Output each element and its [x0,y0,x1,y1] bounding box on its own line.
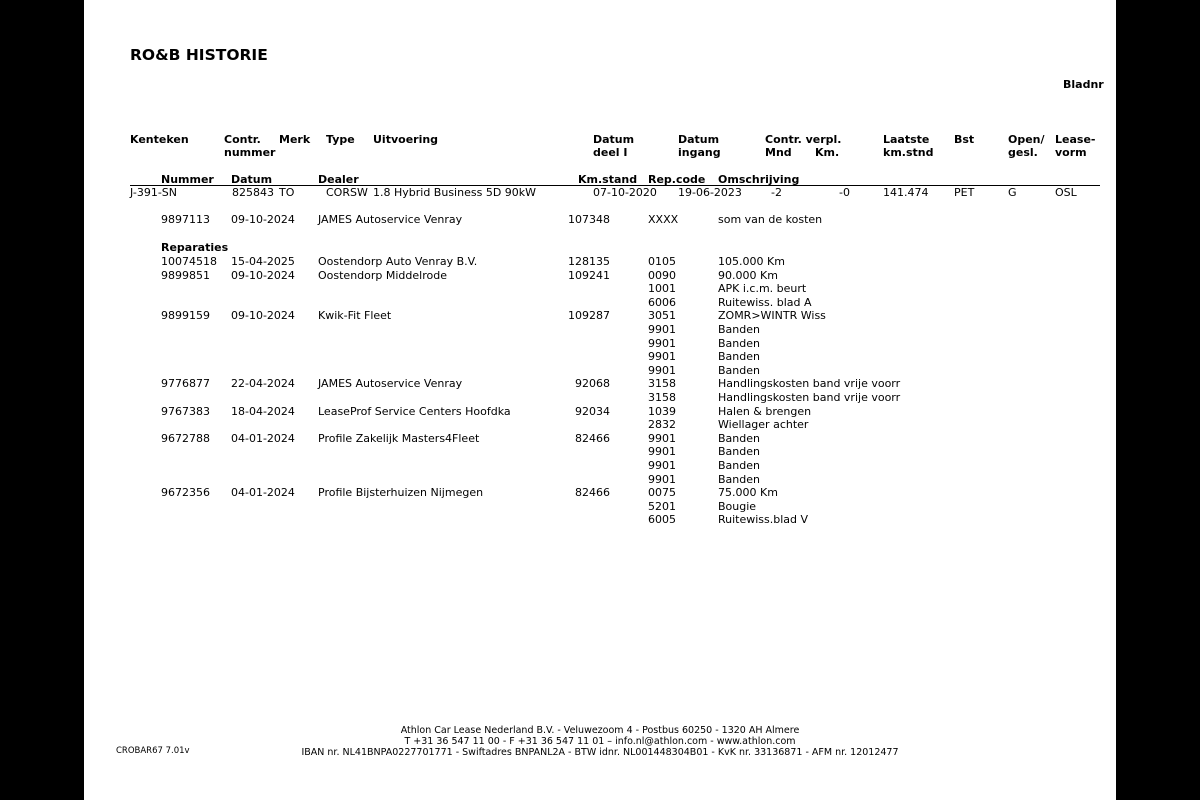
repair-kmstand: 109241 [568,268,610,282]
repair-datum: 18-04-2024 [231,404,295,418]
summary-datum: 09-10-2024 [231,213,295,226]
vehicle-kenteken: J-391-SN [130,186,177,199]
document-page [84,0,1116,800]
bladnr-label: Bladnr [1063,78,1104,91]
footer-contact: T +31 36 547 11 00 - F +31 36 547 11 01 – info.nl@athlon.com - www.athlon.com [404,736,796,747]
header-mnd: Mnd [765,146,792,159]
repair-repcode: 6006 [648,295,676,309]
repair-datum: 04-01-2024 [231,431,295,445]
repair-kmstand: 92034 [575,404,610,418]
vehicle-lease-vorm: OSL [1055,186,1077,199]
repair-repcode: 9901 [648,363,676,377]
header-type: Type [326,133,355,146]
repair-nummer: 9767383 [161,404,210,418]
header-detail-dealer: Dealer [318,173,359,186]
header-kmstnd: km.stnd [883,146,934,159]
vehicle-contr-nummer: 825843 [232,186,274,199]
repair-omschrijving: 105.000 Km [718,255,785,268]
repair-kmstand: 92068 [575,377,610,391]
repair-repcode: 9901 [648,323,676,336]
summary-nummer: 9897113 [161,213,210,226]
repair-repcode: 1039 [648,404,676,418]
repair-repcode: 9901 [648,472,676,486]
repair-omschrijving: APK i.c.m. beurt [718,282,807,296]
header-merk: Merk [279,133,311,146]
vehicle-mnd: -2 [771,186,782,199]
repair-dealer: Oostendorp Middelrode [318,268,447,282]
footer-banking: IBAN nr. NL41BNPA0227701771 - Swiftadres BNPANL2A - BTW idnr. NL001448304B01 - KvK nr. 33136871 - AFM nr. 12012477 [301,747,899,758]
summary-omschrijving: som van de kosten [718,213,823,226]
header-laatste: Laatste [883,133,930,146]
repair-nummer: 9672356 [161,486,210,500]
repair-nummer: 10074518 [161,255,217,268]
repair-repcode: 0090 [648,268,676,282]
header-vorm: vorm [1055,146,1087,159]
repair-datum: 15-04-2025 [231,255,295,268]
vehicle-type: CORSW [326,186,368,199]
repair-dealer: Oostendorp Auto Venray B.V. [318,255,478,268]
repair-omschrijving: Ruitewiss. blad A [718,295,812,309]
header-nummer: nummer [224,146,276,159]
header-detail-kmstand: Km.stand [578,173,638,186]
header-datum-ingang-1: Datum [678,133,720,146]
repair-omschrijving: Banden [718,431,760,445]
vehicle-open-gesl: G [1008,186,1017,199]
vehicle-merk: TO [279,186,295,199]
repair-repcode: 0105 [648,255,676,268]
header-contr: Contr. [224,133,261,146]
footer-version: CROBAR67 7.01v [116,746,190,756]
repair-omschrijving: Banden [718,459,760,472]
repair-dealer: Profile Bijsterhuizen Nijmegen [318,486,484,500]
repair-nummer: 9899851 [161,268,210,282]
repair-repcode: 1001 [648,282,676,296]
vehicle-bst: PET [954,186,975,199]
header-detail-repcode: Rep.code [648,173,706,186]
repair-omschrijving: Banden [718,472,760,486]
repair-omschrijving: Bougie [718,499,757,513]
repair-omschrijving: Banden [718,336,760,350]
repair-nummer: 9776877 [161,377,210,391]
header-detail-omschrijving: Omschrijving [718,173,800,186]
header-bst: Bst [954,133,975,146]
repair-repcode: 3051 [648,309,676,323]
vehicle-datum-deel-1: 07-10-2020 [593,186,657,199]
header-detail-nummer: Nummer [161,173,214,186]
repair-kmstand: 82466 [575,486,610,500]
repair-repcode: 3158 [648,391,676,404]
repair-repcode: 0075 [648,486,676,500]
repair-omschrijving: Wiellager achter [718,418,809,432]
repair-repcode: 9901 [648,459,676,472]
repair-nummer: 9899159 [161,309,210,323]
header-datum-ingang-2: ingang [678,146,721,159]
repair-dealer: LeaseProf Service Centers Hoofdka [318,404,511,418]
footer-company: Athlon Car Lease Nederland B.V. - Veluwezoom 4 - Postbus 60250 - 1320 AH Almere [400,725,800,736]
header-gesl: gesl. [1008,146,1038,159]
repair-dealer: Kwik-Fit Fleet [318,309,392,323]
page-title: RO&B HISTORIE [130,46,268,64]
repair-omschrijving: 90.000 Km [718,268,778,282]
vehicle-datum-ingang: 19-06-2023 [678,186,742,199]
repair-omschrijving: Handlingskosten band vrije voorr [718,391,901,404]
reparaties-label: Reparaties [161,241,229,254]
repair-datum: 09-10-2024 [231,309,295,323]
repair-omschrijving: Banden [718,350,760,364]
header-datum-deel-2: deel I [593,146,628,159]
header-detail-datum: Datum [231,173,273,186]
repair-omschrijving: Banden [718,323,760,336]
header-km: Km. [815,146,840,159]
summary-repcode: XXXX [648,213,679,226]
summary-kmstand: 107348 [568,213,610,226]
repair-repcode: 9901 [648,336,676,350]
repair-datum: 04-01-2024 [231,486,295,500]
repair-omschrijving: Ruitewiss.blad V [718,513,809,527]
repair-dealer: Profile Zakelijk Masters4Fleet [318,431,480,445]
repair-repcode: 3158 [648,377,676,391]
repair-repcode: 5201 [648,499,676,513]
header-open: Open/ [1008,133,1045,146]
repair-kmstand: 109287 [568,309,610,323]
repair-dealer: JAMES Autoservice Venray [318,377,463,391]
header-lease: Lease- [1055,133,1096,146]
vehicle-km: -0 [839,186,850,199]
repair-omschrijving: Banden [718,363,760,377]
header-datum-deel-1: Datum [593,133,635,146]
repair-omschrijving: Banden [718,445,760,459]
repair-kmstand: 82466 [575,431,610,445]
header-kenteken: Kenteken [130,133,189,146]
repair-repcode: 6005 [648,513,676,527]
repair-omschrijving: Halen & brengen [718,404,812,418]
repair-repcode: 2832 [648,418,676,432]
repair-kmstand: 128135 [568,255,610,268]
repair-repcode: 9901 [648,431,676,445]
repair-omschrijving: Handlingskosten band vrije voorr [718,377,901,391]
vehicle-laatste-km: 141.474 [883,186,929,199]
repair-omschrijving: ZOMR>WINTR Wiss [718,309,826,323]
vehicle-uitvoering: 1.8 Hybrid Business 5D 90kW [373,186,537,199]
repair-nummer: 9672788 [161,431,210,445]
header-contr-verpl: Contr. verpl. [765,133,842,146]
repair-repcode: 9901 [648,445,676,459]
repair-repcode: 9901 [648,350,676,364]
repair-datum: 09-10-2024 [231,268,295,282]
summary-dealer: JAMES Autoservice Venray [318,213,463,226]
header-uitvoering: Uitvoering [373,133,439,146]
repair-datum: 22-04-2024 [231,377,295,391]
repair-omschrijving: 75.000 Km [718,486,778,500]
